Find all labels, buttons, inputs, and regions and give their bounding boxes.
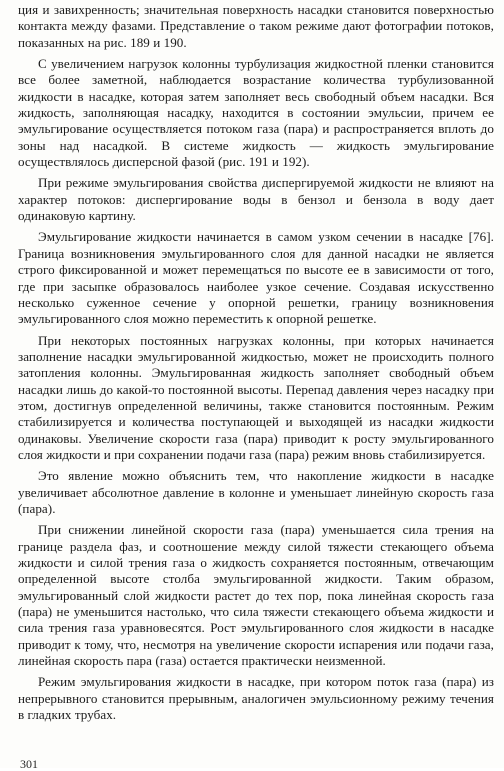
paragraph-4: Эмульгирование жидкости начинается в самом узком сечении в насадке [76]. Граница возникновения эмульгированного слоя для данной насадки не является строго фиксированной и может перемещаться по высоте ее в зависимости от того, где при засыпке образовалось наиболее узкое сечение. Создавая искусственно несколько суженное сечение у опорной решетки, границу возникновения эмульгированного слоя можно переместить к опорной решетке.	[18, 229, 494, 327]
paragraph-3: При режиме эмульгирования свойства диспергируемой жидкости не влияют на характер потоков: диспергирование воды в бензол и бензола в воду дает одинаковую картину.	[18, 175, 494, 224]
paragraph-2: С увеличением нагрузок колонны турбулизация жидкостной пленки становится все более заметной, наблюдается возрастание количества турбулизованной жидкости в насадке, которая затем заполняет весь свободный объем насадки. Вся жидкость, заполняющая насадку, находится в состоянии эмульсии, причем ее эмульгирование осуществляется потоком газа (пара) и распространяется вплоть до зоны над насадкой. В системе жидкость — жидкость эмульгирование осуществлялось дисперсной фазой (рис. 191 и 192).	[18, 56, 494, 170]
paragraph-1: ция и завихренность; значительная поверхность насадки становится поверхностью контакта между фазами. Представление о таком режиме дают фотографии потоков, показанных на рис. 189 и 190.	[18, 2, 494, 50]
paragraph-6: Это явление можно объяснить тем, что накопление жидкости в насадке увеличивает абсолютное давление в колонне и уменьшает линейную скорость газа (пара).	[18, 468, 494, 516]
page-number: 301	[20, 757, 38, 771]
paragraph-7: При снижении линейной скорости газа (пара) уменьшается сила трения на границе раздела фаз, и соотношение между силой тяжести стекающего объема жидкости и силой трения газа о жидкость сохраняется постоянным, отвечающим определенной высоте столба эмульгированной жидкости. Таким образом, эмульгированный слой жидкости растет до тех пор, пока линейная скорость газа (пара) не уменьшится настолько, что сила тяжести стекающего объема жидкости и сила трения газа уравновесятся. Рост эмульгированного слоя жидкости в насадке приводит к тому, что, несмотря на увеличение скорости испарения или подачи газа, линейная скорость пара (газа) остается практически неизменной.	[18, 522, 494, 669]
paragraph-5: При некоторых постоянных нагрузках колонны, при которых начинается заполнение насадки эмульгированной жидкостью, может не происходить полного затопления колонны. Эмульгированная жидкость заполняет свободный объем насадки лишь до какой-то постоянной высоты. Перепад давления через насадку при этом, достигнув определенной величины, также становится постоянным. Режим стабилизируется и количества поступающей и выходящей из насадки жидкости одинаковы. Увеличение скорости газа (пара) приводит к росту эмульгированного слоя жидкости и при сохранении подачи газа (пара) режим вновь стабилизируется.	[18, 332, 494, 462]
paragraph-8: Режим эмульгирования жидкости в насадке, при котором поток газа (пара) из непрерывного становится прерывным, аналогичен эмульсионному режиму течения в гладких трубах.	[18, 674, 494, 723]
